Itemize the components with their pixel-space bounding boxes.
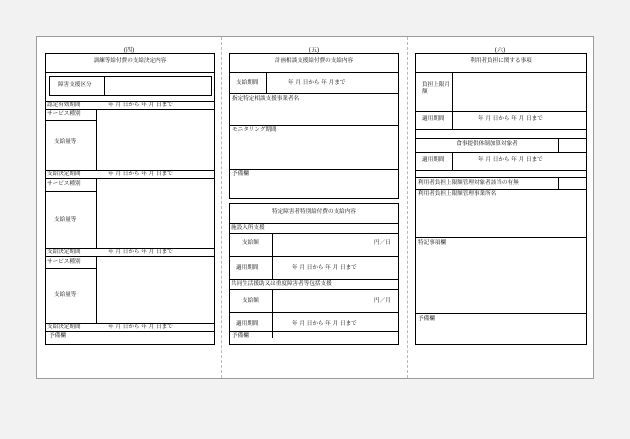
- disability-class-box: [49, 76, 212, 96]
- decision-period-label-3: 支給決定期間: [47, 324, 81, 330]
- monitoring-period-label: モニタリング期間: [232, 127, 277, 133]
- decision-period-label-1: 支給決定期間: [47, 171, 81, 177]
- apply-period-label-meal: 適用期間: [422, 157, 445, 163]
- panel6-title: 利用者負担に関する事項: [470, 58, 532, 64]
- payment-period-value: 年 月 日から 年 月まで: [288, 80, 346, 86]
- fold-line-2: [407, 37, 408, 378]
- apply-period-label-1: 適用期間: [236, 265, 259, 271]
- panel5-remarks-label: 予備欄: [232, 171, 249, 177]
- payment-period-label: 支給期間: [236, 80, 259, 86]
- certification-period-label: 認定有効期間: [47, 102, 81, 108]
- fold-line-1: [221, 37, 222, 378]
- panel-special-benefit: [229, 203, 399, 345]
- apply-period-value-meal: 年 月 日から 年 月 日まで: [478, 157, 543, 163]
- amount-label-3: 支給量等: [54, 292, 77, 298]
- consultation-office-label: 指定特定相談支援事業者名: [232, 96, 300, 102]
- certificate-sheet: [36, 36, 594, 379]
- amount-unit-month: 円／月: [374, 298, 391, 304]
- burden-manage-label: 利用者負担上限額管理対象者該当の有無: [418, 180, 519, 186]
- panel5-title: 計画相談支援給付費の支給内容: [274, 58, 354, 64]
- amount-unit-day: 円／日: [374, 240, 391, 246]
- institution-support-label: 施設入所支援: [231, 225, 265, 231]
- panel4-remarks-label: 予備欄: [49, 333, 66, 339]
- apply-period-value-2: 年 月 日から 年 月 日まで: [292, 321, 357, 327]
- disability-class-label: 障害支援区分: [58, 82, 92, 88]
- special-notes-label: 特記事項欄: [418, 240, 446, 246]
- panel4-title: 訓練等給付費の支給決定内容: [93, 58, 167, 64]
- panel-plan-consultation: [229, 53, 399, 199]
- decision-period-value-1: 年 月 日から 年 月 日まで: [108, 171, 173, 177]
- apply-period-value-limit: 年 月 日から 年 月 日まで: [478, 116, 543, 122]
- service-type-label-1: サービス種別: [47, 111, 81, 117]
- panel6-remarks-label: 予備欄: [418, 316, 435, 322]
- service-type-label-3: サービス種別: [47, 259, 81, 265]
- apply-period-label-2: 適用期間: [236, 321, 259, 327]
- apply-period-value-1: 年 月 日から 年 月 日まで: [292, 265, 357, 271]
- amount-label-1: 支給量等: [54, 139, 77, 145]
- decision-period-value-2: 年 月 日から 年 月 日まで: [108, 249, 173, 255]
- decision-period-value-3: 年 月 日から 年 月 日まで: [108, 324, 173, 330]
- column-heading-6: (六): [494, 47, 506, 54]
- panel5-remarks2-label: 予備欄: [232, 333, 249, 339]
- amount-label-2: 支給量等: [54, 217, 77, 223]
- special-benefit-title: 特定障害者特別給付費の支給内容: [272, 209, 356, 215]
- decision-period-label-2: 支給決定期間: [47, 249, 81, 255]
- apply-period-label-limit: 適用期間: [422, 116, 445, 122]
- column-heading-4: (四): [123, 47, 135, 54]
- service-type-label-2: サービス種別: [47, 181, 81, 187]
- burden-limit-label: 負担上限月額: [422, 82, 450, 95]
- panel-user-burden: [415, 53, 587, 345]
- meal-provision-label: 食事提供体制加算対象者: [456, 141, 518, 147]
- group-home-label: 共同生活援助又は重度障害者等包括支援: [231, 281, 332, 287]
- amount-label-group: 支給額: [242, 298, 259, 304]
- burden-manage-office-label: 利用者負担上限額管理事業所名: [418, 191, 497, 197]
- certification-period-value: 年 月 日から 年 月 日まで: [108, 102, 173, 108]
- column-heading-5: (五): [308, 47, 320, 54]
- amount-label-institution: 支給額: [242, 240, 259, 246]
- panel-training-benefit: [45, 53, 215, 345]
